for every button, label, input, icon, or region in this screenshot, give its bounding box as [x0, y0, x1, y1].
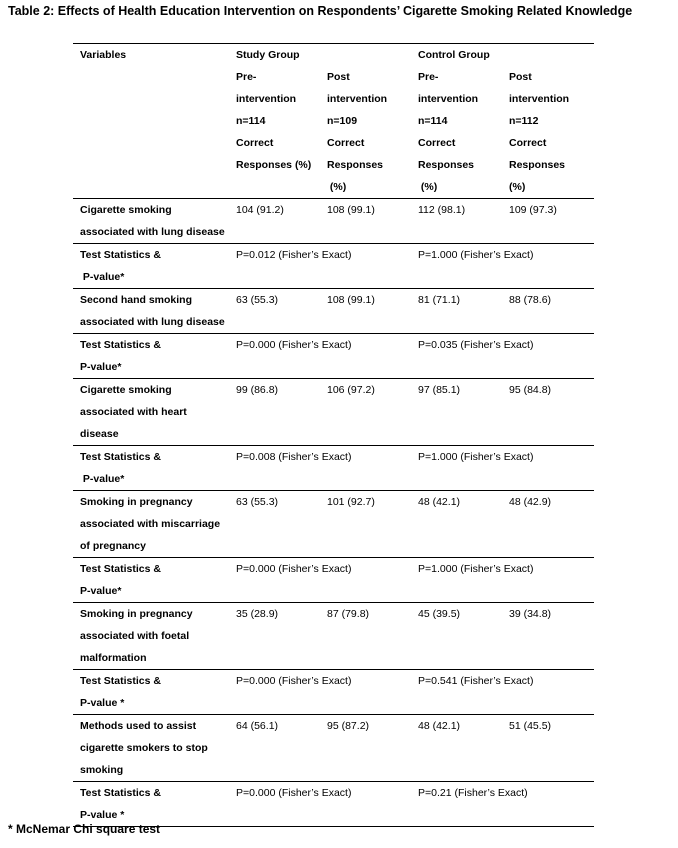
- stat-row: [73, 558, 594, 603]
- value-cell: 97 (85.1): [411, 379, 502, 446]
- results-table: [73, 43, 594, 827]
- value-cell: 35 (28.9): [229, 603, 320, 670]
- value-cell: 48 (42.9): [502, 491, 594, 558]
- stat-label-cell: Test Statistics & P-value*: [73, 446, 229, 491]
- value-cell: 63 (55.3): [229, 289, 320, 334]
- header-study-post: Post intervention n=109 Correct Responses (%): [327, 71, 388, 193]
- stat-label-cell: Test Statistics & P-value *: [73, 670, 229, 715]
- header-study-pre: Pre- intervention n=114 Correct Responses (%): [236, 71, 312, 171]
- footnote: * McNemar Chi square test: [8, 822, 161, 836]
- stat-row: [73, 334, 594, 379]
- control-stat-cell: P=1.000 (Fisher’s Exact): [411, 244, 594, 289]
- stat-row: [73, 244, 594, 289]
- table-row: [73, 289, 594, 334]
- value-cell: 51 (45.5): [502, 715, 594, 782]
- header-study-group: Study Group Pre- intervention n=114 Correct Responses (%) Post intervention n=109 Correct Responses (%): [229, 44, 411, 199]
- study-stat-cell: P=0.000 (Fisher’s Exact): [229, 670, 411, 715]
- study-stat-cell: P=0.012 (Fisher’s Exact): [229, 244, 411, 289]
- header-row: [73, 44, 594, 199]
- value-cell: 48 (42.1): [411, 715, 502, 782]
- control-stat-cell: P=0.21 (Fisher’s Exact): [411, 782, 594, 827]
- variable-cell: Smoking in pregnancy associated with miscarriage of pregnancy: [73, 491, 229, 558]
- study-stat-cell: P=0.000 (Fisher’s Exact): [229, 558, 411, 603]
- value-cell: 106 (97.2): [320, 379, 411, 446]
- stat-label-cell: Test Statistics & P-value*: [73, 558, 229, 603]
- variable-cell: Cigarette smoking associated with lung disease: [73, 199, 229, 244]
- stat-label-cell: Test Statistics & P-value *: [73, 782, 229, 827]
- value-cell: 104 (91.2): [229, 199, 320, 244]
- control-stat-cell: P=1.000 (Fisher’s Exact): [411, 558, 594, 603]
- header-control-pre: Pre- intervention n=114 Correct Responses (%): [418, 71, 479, 193]
- value-cell: 87 (79.8): [320, 603, 411, 670]
- value-cell: 109 (97.3): [502, 199, 594, 244]
- variable-cell: Smoking in pregnancy associated with foetal malformation: [73, 603, 229, 670]
- stat-label-cell: Test Statistics & P-value*: [73, 244, 229, 289]
- study-stat-cell: P=0.008 (Fisher’s Exact): [229, 446, 411, 491]
- value-cell: 99 (86.8): [229, 379, 320, 446]
- table-row: [73, 715, 594, 782]
- value-cell: 63 (55.3): [229, 491, 320, 558]
- table-row: [73, 491, 594, 558]
- study-stat-cell: P=0.000 (Fisher’s Exact): [229, 334, 411, 379]
- table-row: [73, 199, 594, 244]
- value-cell: 39 (34.8): [502, 603, 594, 670]
- value-cell: 95 (87.2): [320, 715, 411, 782]
- header-control-group: Control Group Pre- intervention n=114 Correct Responses (%) Post intervention n=112 Correct Responses (%): [411, 44, 594, 199]
- value-cell: 88 (78.6): [502, 289, 594, 334]
- table-title: Table 2: Effects of Health Education Intervention on Respondents’ Cigarette Smoking Related Knowledge: [8, 4, 633, 18]
- value-cell: 112 (98.1): [411, 199, 502, 244]
- value-cell: 64 (56.1): [229, 715, 320, 782]
- variable-cell: Methods used to assist cigarette smokers to stop smoking: [73, 715, 229, 782]
- control-stat-cell: P=0.541 (Fisher’s Exact): [411, 670, 594, 715]
- value-cell: 101 (92.7): [320, 491, 411, 558]
- variable-cell: Cigarette smoking associated with heart disease: [73, 379, 229, 446]
- control-stat-cell: P=0.035 (Fisher’s Exact): [411, 334, 594, 379]
- stat-row: [73, 782, 594, 827]
- study-stat-cell: P=0.000 (Fisher’s Exact): [229, 782, 411, 827]
- stat-row: [73, 446, 594, 491]
- value-cell: 95 (84.8): [502, 379, 594, 446]
- table-row: [73, 379, 594, 446]
- value-cell: 45 (39.5): [411, 603, 502, 670]
- header-control-post: Post intervention n=112 Correct Responses (%): [509, 71, 570, 193]
- value-cell: 108 (99.1): [320, 199, 411, 244]
- stat-label-cell: Test Statistics & P-value*: [73, 334, 229, 379]
- table-row: [73, 603, 594, 670]
- value-cell: 48 (42.1): [411, 491, 502, 558]
- stat-row: [73, 670, 594, 715]
- header-variables: Variables: [73, 44, 229, 199]
- variable-cell: Second hand smoking associated with lung disease: [73, 289, 229, 334]
- control-stat-cell: P=1.000 (Fisher’s Exact): [411, 446, 594, 491]
- value-cell: 108 (99.1): [320, 289, 411, 334]
- value-cell: 81 (71.1): [411, 289, 502, 334]
